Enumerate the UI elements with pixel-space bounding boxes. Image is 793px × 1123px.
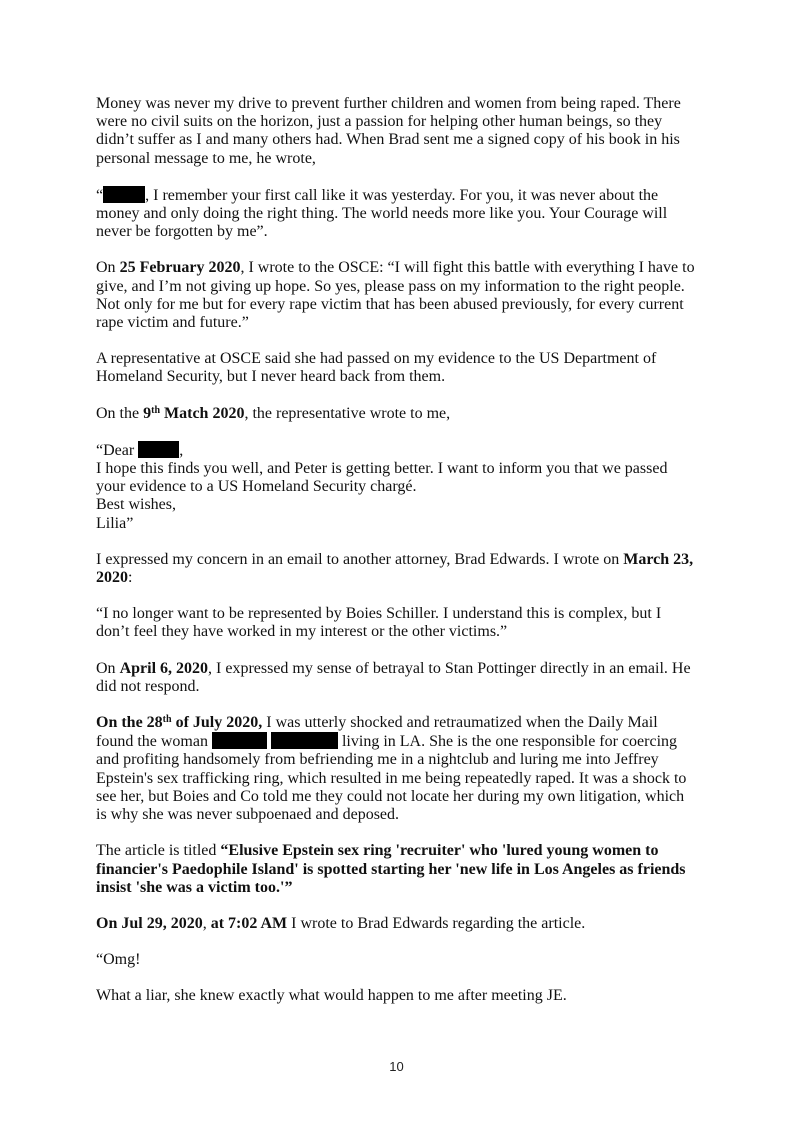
text: , I wrote to the OSCE: “I will fight this battle with everything I have to give, and I’m not giving up hope. So yes, please pass on my information to the right people. Not only for me but for every rape victim that has been abused previously, for every current rape victim and future.” [96, 259, 695, 332]
paragraph-liar: What a liar, she knew exactly what would happen to me after meeting JE. [96, 987, 567, 1005]
paragraph-omg: “Omg! [96, 951, 141, 969]
text: , [179, 441, 184, 459]
text: living in LA. She is the one responsible for coercing and profiting handsomely from befriending me in a nightclub and luring me into Jeffrey Epstein's sex trafficking ring, which resulted in me being repeatedly raped. It was a shock to see her, but Boies and Co told me they could not locate her during my own litigation, which is why she was never subpoenaed and deposed. [96, 733, 687, 824]
date-march-23-2020: March 23, 2020 [96, 550, 694, 587]
date-25-feb-2020: 25 February 2020 [119, 259, 241, 277]
date-9th-march [143, 405, 244, 422]
text: I wrote to Brad Edwards regarding the article. [287, 914, 586, 932]
text: On the 28 [96, 714, 163, 732]
ordinal-suffix: th [151, 404, 161, 416]
date-28th-july [96, 714, 262, 731]
text: On [96, 259, 120, 277]
paragraph-april-6 [96, 660, 697, 696]
text: , the representative wrote to me, [244, 404, 451, 422]
time-7-02-am: at 7:02 AM [210, 914, 288, 932]
letter-closing: Best wishes, [96, 496, 176, 514]
month-year: Match 2020 [160, 404, 245, 422]
text: “Dear [96, 441, 139, 459]
letter-body: I hope this finds you well, and Peter is getting better. I want to inform you that we passed your evidence to a US Homeland Security chargé. [96, 460, 668, 496]
text: of July 2020, [171, 714, 263, 732]
paragraph-osce-representative: A representative at OSCE said she had passed on my evidence to the US Department of Homeland Security, but I never heard back from them. [96, 350, 657, 386]
paragraph-28th-july [96, 714, 697, 824]
redaction-name [103, 186, 145, 203]
date-jul-29-2020: On Jul 29, 2020 [96, 914, 203, 932]
text: On the [96, 404, 144, 422]
text: , I expressed my sense of betrayal to Stan Pottinger directly in an email. He did not respond. [96, 659, 691, 695]
letter-signature: Lilia” [96, 514, 134, 532]
paragraph-motivation: Money was never my drive to prevent further children and women from being raped. There were no civil suits on the horizon, just a passion for helping other human beings, so they didn’t suffer as I and many others had. When Brad sent me a signed copy of his book in his personal message to me, he wrote, [96, 95, 681, 167]
article-title: “Elusive Epstein sex ring 'recruiter' who 'lured young women to financier's Paedophile Island' is spotted starting her 'new life in Los Angeles as friends insist 'she was a victim too.'” [96, 842, 686, 896]
day: 9 [143, 404, 152, 422]
brad-quote-text: , I remember your first call like it was yesterday. For you, it was never about the money and only doing the right thing. The world needs more like you. Your Courage will never be forgotten by me”. [96, 186, 668, 241]
text: The article is titled [96, 842, 221, 860]
paragraph-brad-quote [96, 186, 697, 242]
paragraph-osce-letter [96, 259, 697, 332]
paragraph-9th-march [96, 405, 697, 423]
quote-open: “ [96, 186, 104, 204]
paragraph-brad-edwards-email [96, 551, 697, 587]
text: , [202, 914, 211, 932]
page-number: 10 [389, 1059, 404, 1074]
redaction-first-name [212, 732, 267, 749]
letter-from-lilia [96, 441, 697, 533]
text: On [96, 659, 120, 677]
paragraph-boies-schiller-quote: “I no longer want to be represented by Boies Schiller. I understand this is complex, but I don’t feel they have worked in my interest or the other victims.” [96, 605, 662, 641]
redaction-last-name [271, 732, 338, 749]
text: I expressed my concern in an email to another attorney, Brad Edwards. I wrote on [96, 550, 624, 568]
letter-greeting [96, 441, 697, 460]
redaction-name [138, 441, 179, 458]
paragraph-jul-29 [96, 915, 697, 933]
text: : [128, 569, 133, 587]
date-april-6-2020: April 6, 2020 [119, 659, 209, 677]
ordinal-suffix: th [162, 714, 172, 726]
paragraph-article-title [96, 842, 697, 897]
text: I was utterly shocked and retraumatized when the Daily Mail found the woman [96, 714, 658, 751]
